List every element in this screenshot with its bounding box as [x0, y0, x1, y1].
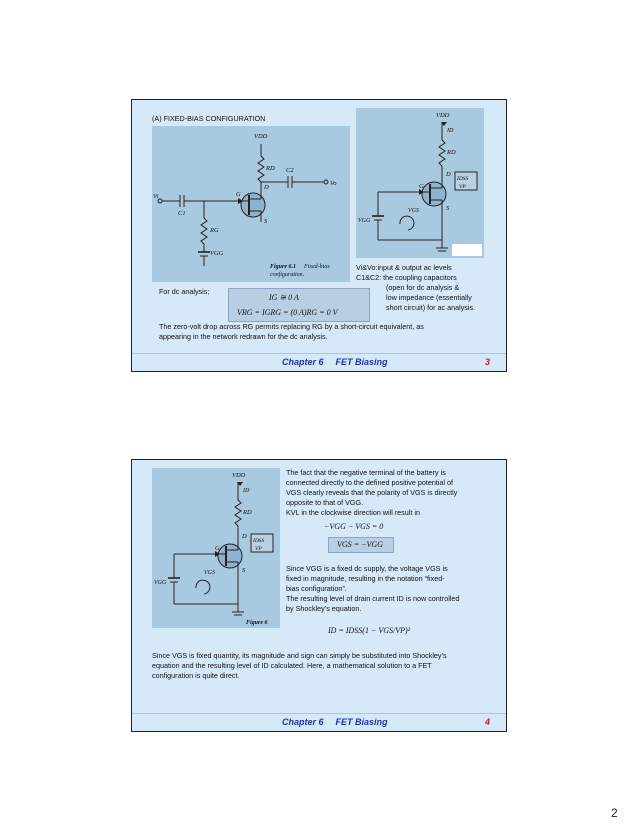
svg-text:ID: ID [243, 488, 250, 494]
fixed-bias-dc-figure [152, 468, 280, 628]
svg-text:RD: RD [266, 165, 275, 172]
svg-text:VGS: VGS [408, 208, 419, 214]
slide-number: 4 [484, 717, 490, 727]
dc-equivalent-circuit [356, 108, 484, 258]
svg-text:Figure 6.1: Figure 6.1 [270, 264, 297, 270]
svg-text:RG: RG [210, 227, 219, 234]
dc-equivalent-figure [356, 108, 484, 258]
equation-ig: IG ≅ 0 A [269, 293, 299, 302]
text2-line-1: Since VGG is a fixed dc supply, the voltage VGS is [286, 564, 448, 573]
fixed-bias-circuit [152, 126, 350, 282]
svg-text:S: S [264, 218, 268, 225]
svg-text:VDD: VDD [254, 133, 268, 140]
svg-text:G: G [215, 545, 220, 552]
rg-resistor [201, 218, 207, 244]
svg-text:S: S [446, 205, 450, 212]
text1-line-5: KVL in the clockwise direction will result in [286, 508, 420, 517]
svg-text:IDSS: IDSS [457, 176, 469, 182]
svg-text:C2: C2 [286, 167, 294, 174]
vgs-equation-box [328, 537, 394, 553]
dc-analysis-label: For dc analysis; [159, 287, 210, 296]
svg-text:C1: C1 [178, 210, 186, 217]
slide-number: 3 [484, 357, 490, 367]
note-input-output: Vi&Vo:input & output ac levels [356, 263, 452, 272]
svg-text:D: D [264, 184, 269, 191]
paragraph-line-3: configuration is quite direct. [152, 671, 240, 680]
slide-footer [132, 353, 506, 369]
svg-text:D: D [446, 171, 451, 178]
svg-text:G: G [419, 183, 424, 190]
svg-text:VGG: VGG [358, 218, 371, 224]
fixed-bias-dc-circuit [152, 468, 280, 628]
text2-line-5: by Shockley’s equation. [286, 604, 362, 613]
text1-line-2: connected directly to the defined positive potential of [286, 478, 454, 487]
svg-text:VP: VP [459, 184, 466, 190]
paragraph-line-1: Since VGS is fixed quantity, its magnitude and sign can simply be substituted into Shockley’s [152, 651, 447, 660]
slide-3 [131, 99, 507, 372]
svg-text:VGG: VGG [210, 250, 224, 257]
rd-resistor [258, 156, 264, 182]
svg-text:IDSS: IDSS [253, 538, 265, 544]
note-coupling-caps: C1&C2: the coupling capacitors [356, 273, 457, 282]
fixed-bias-figure [152, 126, 350, 282]
svg-text:Fixed-bias: Fixed-bias [304, 264, 330, 270]
slide-4 [131, 459, 507, 732]
paragraph-line-2: appearing in the network redrawn for the dc analysis. [159, 332, 328, 341]
svg-text:configuration.: configuration. [270, 272, 305, 278]
equation-vgs: VGS = −VGG [337, 540, 383, 549]
svg-text:RD: RD [447, 149, 456, 156]
equation-vrg: VRG = IGRG = (0 A)RG = 0 V [237, 308, 338, 317]
note-short-circuit: short circuit) for ac analysis. [386, 303, 476, 312]
footer-title: Chapter 6 FET Biasing [282, 717, 388, 727]
svg-text:Vo: Vo [330, 180, 337, 187]
equation-shockley: ID = IDSS(1 − VGS/VP)² [328, 626, 411, 635]
text1-line-1: The fact that the negative terminal of the battery is [286, 468, 446, 477]
svg-text:VDD: VDD [232, 472, 246, 479]
text1-line-4: opposite to that of VGG. [286, 498, 364, 507]
footer-title: Chapter 6 FET Biasing [282, 357, 388, 367]
paragraph-line-2: equation and the resulting level of ID calculated. Here, a mathematical solution to a FET [152, 661, 432, 670]
slide-footer [132, 713, 506, 729]
svg-text:VGG: VGG [154, 580, 167, 586]
svg-text:G: G [236, 191, 241, 198]
text2-line-2: fixed in magnitude, resulting in the notation “fixed- [286, 574, 445, 583]
dc-equations-box [228, 288, 370, 322]
svg-text:VGS: VGS [204, 570, 215, 576]
equation-kvl: −VGG − VGS = 0 [324, 522, 384, 531]
scan-white-patch [452, 244, 482, 256]
svg-text:Figure 6: Figure 6 [246, 620, 268, 626]
note-open-dc: (open for dc analysis & [386, 283, 460, 292]
svg-text:RD: RD [243, 509, 252, 516]
svg-text:ID: ID [447, 128, 454, 134]
paragraph-line-1: The zero-volt drop across RG permits replacing RG by a short-circuit equivalent, as [159, 322, 424, 331]
note-low-impedance: low impedance (essentially [386, 293, 472, 302]
svg-text:VDD: VDD [436, 112, 450, 119]
page-number: 2 [611, 806, 618, 820]
svg-text:VP: VP [255, 546, 262, 552]
text2-line-4: The resulting level of drain current ID is now controlled [286, 594, 460, 603]
svg-text:S: S [242, 567, 246, 574]
text1-line-3: VGS clearly reveals that the polarity of VGS is directly [286, 488, 458, 497]
svg-text:D: D [242, 533, 247, 540]
svg-text:Vi: Vi [153, 193, 159, 200]
slide-heading: (A) FIXED-BIAS CONFIGURATION [152, 114, 266, 123]
text2-line-3: bias configuration”. [286, 584, 347, 593]
